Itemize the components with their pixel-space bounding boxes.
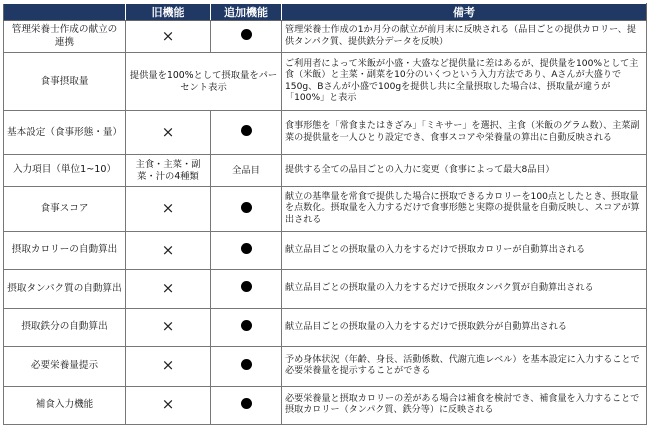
remarks-cell: 献立品目ごとの摂取量の入力をするだけで摂取タンパク質が自動算出される bbox=[282, 270, 647, 308]
old-function-cell bbox=[126, 111, 211, 155]
old-function-cell: 主食・主菜・副菜・汁の4種類 bbox=[126, 154, 211, 186]
header-old-function: 旧機能 bbox=[126, 4, 211, 21]
filled-circle-mark bbox=[241, 243, 252, 254]
old-function-cell bbox=[126, 308, 211, 346]
table-row bbox=[4, 187, 647, 232]
cross-mark: × bbox=[161, 26, 175, 45]
filled-circle-mark bbox=[241, 359, 252, 370]
new-function-cell bbox=[211, 386, 282, 424]
new-function-cell bbox=[211, 111, 282, 155]
filled-circle-mark bbox=[241, 281, 252, 292]
cross-mark: × bbox=[161, 317, 175, 336]
merged-function-cell: 提供量を100%として摂取量をパーセント表示 bbox=[126, 53, 282, 111]
feature-name: 必要栄養量提示 bbox=[4, 347, 126, 386]
remarks-cell: 予め身体状況（年齢、身長、活動係数、代謝亢進レベル）を基本設定に入力することで必要栄養量を提示することができる bbox=[282, 347, 647, 386]
cross-mark: × bbox=[161, 240, 175, 259]
table-row bbox=[4, 154, 647, 186]
feature-name: 食事摂取量 bbox=[4, 53, 126, 111]
new-function-cell bbox=[211, 270, 282, 308]
feature-name: 摂取タンパク質の自動算出 bbox=[4, 270, 126, 308]
remarks-cell: 献立品目ごとの摂取量の入力をするだけで摂取カロリーが自動算出される bbox=[282, 231, 647, 269]
feature-name: 管理栄養士作成の献立の連携 bbox=[4, 21, 126, 53]
remarks-cell: 管理栄養士作成の1か月分の献立が前月末に反映される（品目ごとの提供カロリー、提供タンパク質、提供鉄分データを反映） bbox=[282, 21, 647, 53]
cross-mark: × bbox=[161, 356, 175, 375]
remarks-cell: 献立の基準量を常食で提供した場合に摂取できるカロリーを100点としたとき、摂取量を点数化。摂取量を入力するだけで食事形態と実際の提供量を自動反映し、スコアが算出される bbox=[282, 187, 647, 232]
table-row bbox=[4, 111, 647, 155]
old-function-cell bbox=[126, 187, 211, 232]
remarks-cell: 提供する全ての品目ごとの入力に変更（食事によって最大8品目） bbox=[282, 154, 647, 186]
table-row bbox=[4, 386, 647, 424]
remarks-cell: 献立品目ごとの摂取量の入力をするだけで摂取鉄分が自動算出される bbox=[282, 308, 647, 346]
feature-name: 摂取鉄分の自動算出 bbox=[4, 308, 126, 346]
old-function-cell bbox=[126, 270, 211, 308]
cross-mark: × bbox=[161, 199, 175, 218]
table-row bbox=[4, 347, 647, 386]
feature-name: 摂取カロリーの自動算出 bbox=[4, 231, 126, 269]
feature-name: 基本設定（食事形態・量） bbox=[4, 111, 126, 155]
new-function-cell bbox=[211, 21, 282, 53]
filled-circle-mark bbox=[241, 125, 252, 136]
old-function-cell bbox=[126, 386, 211, 424]
new-function-cell bbox=[211, 308, 282, 346]
table-row bbox=[4, 270, 647, 308]
remarks-cell: 必要栄養量と摂取カロリーの差がある場合は補食を検討でき、補食量を入力することで摂取カロリー（タンパク質、鉄分等）に反映される bbox=[282, 386, 647, 424]
filled-circle-mark bbox=[241, 398, 252, 409]
table-row bbox=[4, 231, 647, 269]
table-row bbox=[4, 53, 647, 111]
old-function-cell bbox=[126, 21, 211, 53]
table-row bbox=[4, 308, 647, 346]
remarks-cell: ご利用者によって米飯が小盛・大盛など提供量に差はあるが、提供量を100%として主食（米飯）と主菜・副菜を10分のいくつという入力方法であり、Aさんが大盛りで150g、Bさんが小盛で100gを提供し共に全量摂取した場合は、摂取量が違うが「100%」と表示 bbox=[282, 53, 647, 111]
feature-name: 入力項目（単位1~10） bbox=[4, 154, 126, 186]
remarks-cell: 食事形態を「常食またはきざみ」「ミキサー」を選択、主食（米飯のグラム数）、主菜副菜の提供量を一人ひとり設定でき、食事スコアや栄養量の算出に自動反映される bbox=[282, 111, 647, 155]
table-row bbox=[4, 21, 647, 53]
cross-mark: × bbox=[161, 278, 175, 297]
feature-comparison-table bbox=[3, 3, 647, 425]
feature-name: 補食入力機能 bbox=[4, 386, 126, 424]
cross-mark: × bbox=[161, 122, 175, 141]
new-function-cell bbox=[211, 347, 282, 386]
new-function-cell: 全品目 bbox=[211, 154, 282, 186]
new-function-cell bbox=[211, 231, 282, 269]
filled-circle-mark bbox=[241, 202, 252, 213]
header-remarks: 備考 bbox=[282, 4, 647, 21]
new-function-cell bbox=[211, 187, 282, 232]
old-function-cell bbox=[126, 347, 211, 386]
header-row bbox=[4, 4, 647, 21]
feature-name: 食事スコア bbox=[4, 187, 126, 232]
old-function-cell bbox=[126, 231, 211, 269]
filled-circle-mark bbox=[241, 320, 252, 331]
header-feature bbox=[4, 4, 126, 21]
cross-mark: × bbox=[161, 395, 175, 414]
filled-circle-mark bbox=[241, 29, 252, 40]
header-new-function: 追加機能 bbox=[211, 4, 282, 21]
